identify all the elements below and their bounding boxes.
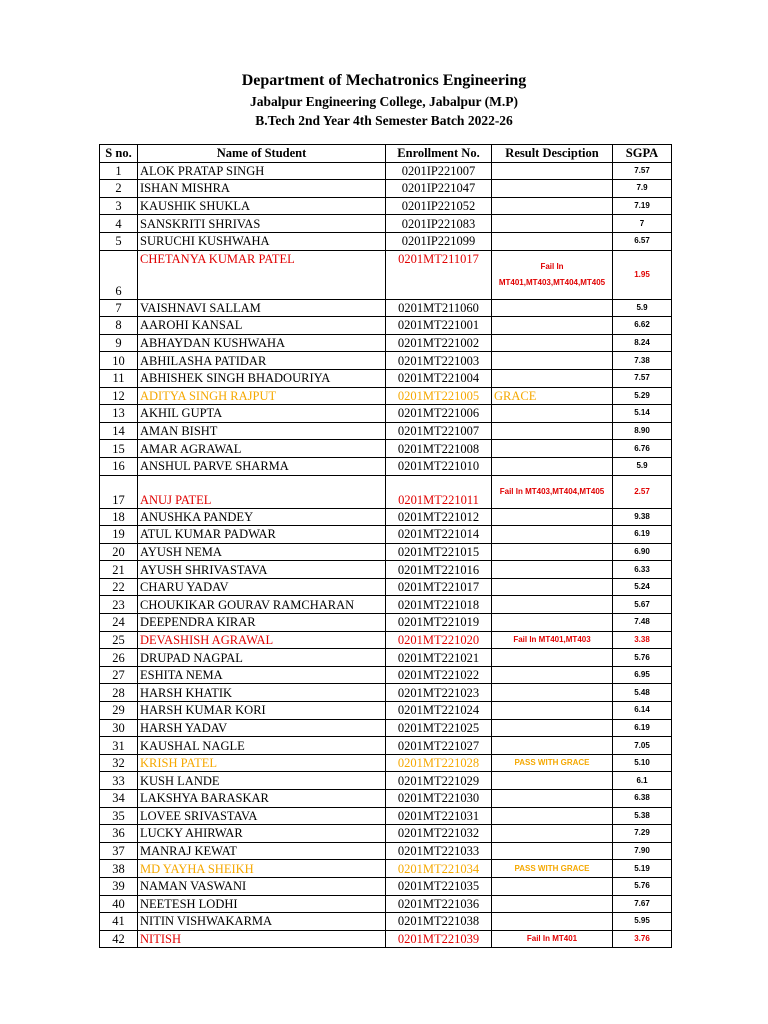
cell-result: GRACE [492, 387, 613, 405]
cell-enrollment: 0201MT221003 [386, 352, 492, 370]
cell-enrollment: 0201MT221008 [386, 440, 492, 458]
cell-sno: 34 [100, 790, 138, 808]
cell-student-name: ABHILASHA PATIDAR [138, 352, 386, 370]
cell-sgpa: 1.95 [613, 250, 672, 299]
table-row [100, 825, 672, 843]
cell-result [492, 790, 613, 808]
cell-enrollment: 0201MT221010 [386, 457, 492, 475]
cell-sgpa: 5.24 [613, 578, 672, 596]
cell-sgpa: 6.62 [613, 317, 672, 335]
cell-result [492, 877, 613, 895]
cell-sgpa: 5.9 [613, 457, 672, 475]
table-row [100, 475, 672, 508]
cell-enrollment: 0201MT221015 [386, 543, 492, 561]
table-row [100, 369, 672, 387]
cell-enrollment: 0201MT221021 [386, 649, 492, 667]
cell-student-name: AYUSH SHRIVASTAVA [138, 561, 386, 579]
header-sgpa: SGPA [613, 145, 672, 163]
cell-sno: 19 [100, 526, 138, 544]
table-row [100, 457, 672, 475]
cell-sno: 32 [100, 754, 138, 772]
cell-sno: 18 [100, 508, 138, 526]
cell-sgpa: 6.1 [613, 772, 672, 790]
cell-result [492, 508, 613, 526]
table-row [100, 250, 672, 299]
cell-sno: 33 [100, 772, 138, 790]
table-row [100, 614, 672, 632]
cell-result: PASS WITH GRACE [492, 754, 613, 772]
cell-student-name: ESHITA NEMA [138, 666, 386, 684]
cell-enrollment: 0201MT221006 [386, 405, 492, 423]
cell-enrollment: 0201MT221019 [386, 614, 492, 632]
cell-result [492, 422, 613, 440]
department-title: Department of Mechatronics Engineering [241, 72, 527, 89]
cell-enrollment: 0201MT221011 [386, 475, 492, 508]
cell-student-name: LOVEE SRIVASTAVA [138, 807, 386, 825]
cell-student-name: ABHISHEK SINGH BHADOURIYA [138, 369, 386, 387]
cell-result [492, 842, 613, 860]
cell-sno: 2 [100, 180, 138, 198]
cell-sno: 42 [100, 930, 138, 948]
cell-sno: 21 [100, 561, 138, 579]
cell-student-name: DEVASHISH AGRAWAL [138, 631, 386, 649]
cell-student-name: AMAN BISHT [138, 422, 386, 440]
cell-student-name: ALOK PRATAP SINGH [138, 162, 386, 180]
cell-sgpa: 2.57 [613, 475, 672, 508]
cell-enrollment: 0201MT221036 [386, 895, 492, 913]
cell-sno: 8 [100, 317, 138, 335]
cell-sno: 30 [100, 719, 138, 737]
table-row [100, 526, 672, 544]
table-row [100, 702, 672, 720]
cell-sgpa: 5.67 [613, 596, 672, 614]
table-row [100, 387, 672, 405]
cell-student-name: ANSHUL PARVE SHARMA [138, 457, 386, 475]
table-row [100, 215, 672, 233]
cell-result [492, 232, 613, 250]
cell-result: Fail In MT401,MT403 [492, 631, 613, 649]
cell-sgpa: 6.95 [613, 666, 672, 684]
cell-enrollment: 0201MT221035 [386, 877, 492, 895]
cell-sno: 14 [100, 422, 138, 440]
cell-sgpa: 6.57 [613, 232, 672, 250]
cell-sno: 31 [100, 737, 138, 755]
cell-student-name: ATUL KUMAR PADWAR [138, 526, 386, 544]
cell-enrollment: 0201IP221007 [386, 162, 492, 180]
cell-result [492, 702, 613, 720]
cell-sno: 25 [100, 631, 138, 649]
table-row [100, 508, 672, 526]
results-table [99, 144, 672, 948]
cell-sno: 22 [100, 578, 138, 596]
results-body [100, 162, 672, 948]
cell-sno: 39 [100, 877, 138, 895]
cell-enrollment: 0201MT221029 [386, 772, 492, 790]
cell-result: Fail In MT401,MT403,MT404,MT405 [492, 250, 613, 299]
cell-student-name: MD YAYHA SHEIKH [138, 860, 386, 878]
cell-result [492, 215, 613, 233]
cell-enrollment: 0201MT221016 [386, 561, 492, 579]
cell-result [492, 895, 613, 913]
cell-sgpa: 6.19 [613, 526, 672, 544]
table-row [100, 772, 672, 790]
cell-sgpa: 7.19 [613, 197, 672, 215]
cell-sgpa: 6.76 [613, 440, 672, 458]
table-row [100, 631, 672, 649]
table-row [100, 754, 672, 772]
table-row [100, 790, 672, 808]
cell-student-name: CHARU YADAV [138, 578, 386, 596]
cell-enrollment: 0201MT221018 [386, 596, 492, 614]
cell-enrollment: 0201MT221032 [386, 825, 492, 843]
cell-sno: 41 [100, 913, 138, 931]
cell-student-name: ABHAYDAN KUSHWAHA [138, 334, 386, 352]
cell-enrollment: 0201IP221052 [386, 197, 492, 215]
cell-sgpa: 5.95 [613, 913, 672, 931]
table-row [100, 596, 672, 614]
cell-sgpa: 5.29 [613, 387, 672, 405]
cell-result [492, 737, 613, 755]
cell-sgpa: 8.24 [613, 334, 672, 352]
cell-sgpa: 6.38 [613, 790, 672, 808]
table-row [100, 299, 672, 317]
cell-result [492, 561, 613, 579]
cell-sgpa: 8.90 [613, 422, 672, 440]
header-sno: S no. [100, 145, 138, 163]
cell-enrollment: 0201MT221027 [386, 737, 492, 755]
cell-enrollment: 0201MT221039 [386, 930, 492, 948]
cell-result [492, 825, 613, 843]
cell-enrollment: 0201IP221099 [386, 232, 492, 250]
cell-enrollment: 0201MT221014 [386, 526, 492, 544]
table-row [100, 197, 672, 215]
cell-student-name: AMAR AGRAWAL [138, 440, 386, 458]
cell-student-name: AYUSH NEMA [138, 543, 386, 561]
cell-enrollment: 0201MT221017 [386, 578, 492, 596]
cell-student-name: KAUSHIK SHUKLA [138, 197, 386, 215]
cell-student-name: DEEPENDRA KIRAR [138, 614, 386, 632]
cell-result [492, 352, 613, 370]
cell-enrollment: 0201MT221012 [386, 508, 492, 526]
table-row [100, 180, 672, 198]
cell-student-name: LAKSHYA BARASKAR [138, 790, 386, 808]
cell-sgpa: 5.9 [613, 299, 672, 317]
cell-sno: 17 [100, 475, 138, 508]
cell-enrollment: 0201MT221028 [386, 754, 492, 772]
table-row [100, 930, 672, 948]
table-row [100, 649, 672, 667]
cell-result [492, 180, 613, 198]
cell-sno: 29 [100, 702, 138, 720]
cell-student-name: ISHAN MISHRA [138, 180, 386, 198]
cell-sgpa: 7 [613, 215, 672, 233]
table-row [100, 666, 672, 684]
cell-student-name: MANRAJ KEWAT [138, 842, 386, 860]
cell-result [492, 578, 613, 596]
cell-result [492, 162, 613, 180]
table-row [100, 440, 672, 458]
cell-sgpa: 5.19 [613, 860, 672, 878]
cell-result: PASS WITH GRACE [492, 860, 613, 878]
cell-sgpa: 3.76 [613, 930, 672, 948]
cell-sno: 4 [100, 215, 138, 233]
cell-student-name: HARSH KHATIK [138, 684, 386, 702]
table-row [100, 860, 672, 878]
cell-sno: 5 [100, 232, 138, 250]
cell-result: Fail In MT401 [492, 930, 613, 948]
cell-student-name: NITIN VISHWAKARMA [138, 913, 386, 931]
cell-enrollment: 0201IP221047 [386, 180, 492, 198]
cell-student-name: NAMAN VASWANI [138, 877, 386, 895]
cell-result [492, 596, 613, 614]
cell-student-name: SURUCHI KUSHWAHA [138, 232, 386, 250]
cell-student-name: CHETANYA KUMAR PATEL [138, 250, 386, 299]
cell-sgpa: 6.14 [613, 702, 672, 720]
cell-sno: 7 [100, 299, 138, 317]
cell-sno: 11 [100, 369, 138, 387]
cell-sgpa: 7.57 [613, 369, 672, 387]
table-row [100, 352, 672, 370]
cell-result [492, 807, 613, 825]
table-row [100, 807, 672, 825]
cell-sgpa: 5.76 [613, 649, 672, 667]
cell-student-name: NEETESH LODHI [138, 895, 386, 913]
cell-student-name: CHOUKIKAR GOURAV RAMCHARAN [138, 596, 386, 614]
cell-result [492, 543, 613, 561]
cell-result [492, 526, 613, 544]
table-row [100, 578, 672, 596]
cell-sgpa: 7.05 [613, 737, 672, 755]
cell-sno: 20 [100, 543, 138, 561]
cell-result [492, 299, 613, 317]
cell-sgpa: 5.76 [613, 877, 672, 895]
cell-sno: 1 [100, 162, 138, 180]
header-enrollment: Enrollment No. [386, 145, 492, 163]
cell-result [492, 614, 613, 632]
cell-sgpa: 6.19 [613, 719, 672, 737]
table-row [100, 422, 672, 440]
table-row [100, 334, 672, 352]
cell-sno: 6 [100, 250, 138, 299]
cell-sno: 28 [100, 684, 138, 702]
cell-sno: 3 [100, 197, 138, 215]
cell-enrollment: 0201MT221034 [386, 860, 492, 878]
cell-result [492, 719, 613, 737]
cell-result [492, 440, 613, 458]
cell-enrollment: 0201IP221083 [386, 215, 492, 233]
cell-sgpa: 7.29 [613, 825, 672, 843]
cell-sgpa: 6.33 [613, 561, 672, 579]
cell-sno: 15 [100, 440, 138, 458]
cell-result [492, 684, 613, 702]
cell-student-name: DRUPAD NAGPAL [138, 649, 386, 667]
college-name: Jabalpur Engineering College, Jabalpur (M.P) [249, 94, 519, 109]
table-row [100, 877, 672, 895]
table-row [100, 232, 672, 250]
cell-student-name: SANSKRITI SHRIVAS [138, 215, 386, 233]
cell-enrollment: 0201MT221002 [386, 334, 492, 352]
cell-student-name: LUCKY AHIRWAR [138, 825, 386, 843]
cell-sno: 16 [100, 457, 138, 475]
cell-enrollment: 0201MT211017 [386, 250, 492, 299]
header-result: Result Desciption [492, 145, 613, 163]
cell-sgpa: 7.67 [613, 895, 672, 913]
cell-enrollment: 0201MT221038 [386, 913, 492, 931]
header-name: Name of Student [138, 145, 386, 163]
cell-enrollment: 0201MT221005 [386, 387, 492, 405]
cell-student-name: ADITYA SINGH RAJPUT [138, 387, 386, 405]
cell-enrollment: 0201MT221030 [386, 790, 492, 808]
cell-student-name: HARSH KUMAR KORI [138, 702, 386, 720]
table-header-row [100, 145, 672, 163]
cell-enrollment: 0201MT221004 [386, 369, 492, 387]
cell-result [492, 317, 613, 335]
cell-enrollment: 0201MT221031 [386, 807, 492, 825]
cell-sgpa: 6.90 [613, 543, 672, 561]
cell-sno: 35 [100, 807, 138, 825]
batch-title: B.Tech 2nd Year 4th Semester Batch 2022-26 [255, 113, 513, 128]
cell-sno: 37 [100, 842, 138, 860]
cell-sno: 27 [100, 666, 138, 684]
cell-student-name: HARSH YADAV [138, 719, 386, 737]
table-row [100, 317, 672, 335]
cell-sgpa: 7.57 [613, 162, 672, 180]
cell-sno: 24 [100, 614, 138, 632]
cell-result: Fail In MT403,MT404,MT405 [492, 475, 613, 508]
cell-enrollment: 0201MT221007 [386, 422, 492, 440]
cell-student-name: ANUJ PATEL [138, 475, 386, 508]
cell-enrollment: 0201MT221023 [386, 684, 492, 702]
cell-result [492, 457, 613, 475]
cell-enrollment: 0201MT211060 [386, 299, 492, 317]
cell-student-name: AAROHI KANSAL [138, 317, 386, 335]
table-row [100, 737, 672, 755]
cell-student-name: ANUSHKA PANDEY [138, 508, 386, 526]
cell-sno: 13 [100, 405, 138, 423]
cell-result [492, 649, 613, 667]
cell-sno: 40 [100, 895, 138, 913]
document-header [0, 70, 768, 130]
cell-sgpa: 9.38 [613, 508, 672, 526]
cell-student-name: AKHIL GUPTA [138, 405, 386, 423]
cell-sgpa: 5.48 [613, 684, 672, 702]
cell-result [492, 369, 613, 387]
cell-sgpa: 5.38 [613, 807, 672, 825]
cell-sno: 36 [100, 825, 138, 843]
table-row [100, 842, 672, 860]
cell-student-name: NITISH [138, 930, 386, 948]
cell-result [492, 334, 613, 352]
cell-sno: 9 [100, 334, 138, 352]
cell-sgpa: 5.10 [613, 754, 672, 772]
cell-result [492, 666, 613, 684]
cell-sgpa: 7.48 [613, 614, 672, 632]
cell-result [492, 197, 613, 215]
cell-student-name: KAUSHAL NAGLE [138, 737, 386, 755]
cell-result [492, 913, 613, 931]
cell-sno: 38 [100, 860, 138, 878]
cell-student-name: VAISHNAVI SALLAM [138, 299, 386, 317]
table-row [100, 913, 672, 931]
cell-sno: 26 [100, 649, 138, 667]
cell-enrollment: 0201MT221001 [386, 317, 492, 335]
cell-result [492, 772, 613, 790]
table-row [100, 895, 672, 913]
cell-sgpa: 3.38 [613, 631, 672, 649]
cell-enrollment: 0201MT221022 [386, 666, 492, 684]
table-row [100, 561, 672, 579]
table-row [100, 405, 672, 423]
cell-result [492, 405, 613, 423]
cell-sgpa: 7.38 [613, 352, 672, 370]
cell-sno: 12 [100, 387, 138, 405]
table-row [100, 719, 672, 737]
cell-sgpa: 7.9 [613, 180, 672, 198]
cell-enrollment: 0201MT221033 [386, 842, 492, 860]
table-row [100, 684, 672, 702]
cell-enrollment: 0201MT221020 [386, 631, 492, 649]
cell-student-name: KUSH LANDE [138, 772, 386, 790]
cell-enrollment: 0201MT221024 [386, 702, 492, 720]
cell-enrollment: 0201MT221025 [386, 719, 492, 737]
cell-sno: 23 [100, 596, 138, 614]
table-row [100, 543, 672, 561]
cell-sgpa: 7.90 [613, 842, 672, 860]
cell-student-name: KRISH PATEL [138, 754, 386, 772]
table-row [100, 162, 672, 180]
cell-sno: 10 [100, 352, 138, 370]
cell-sgpa: 5.14 [613, 405, 672, 423]
